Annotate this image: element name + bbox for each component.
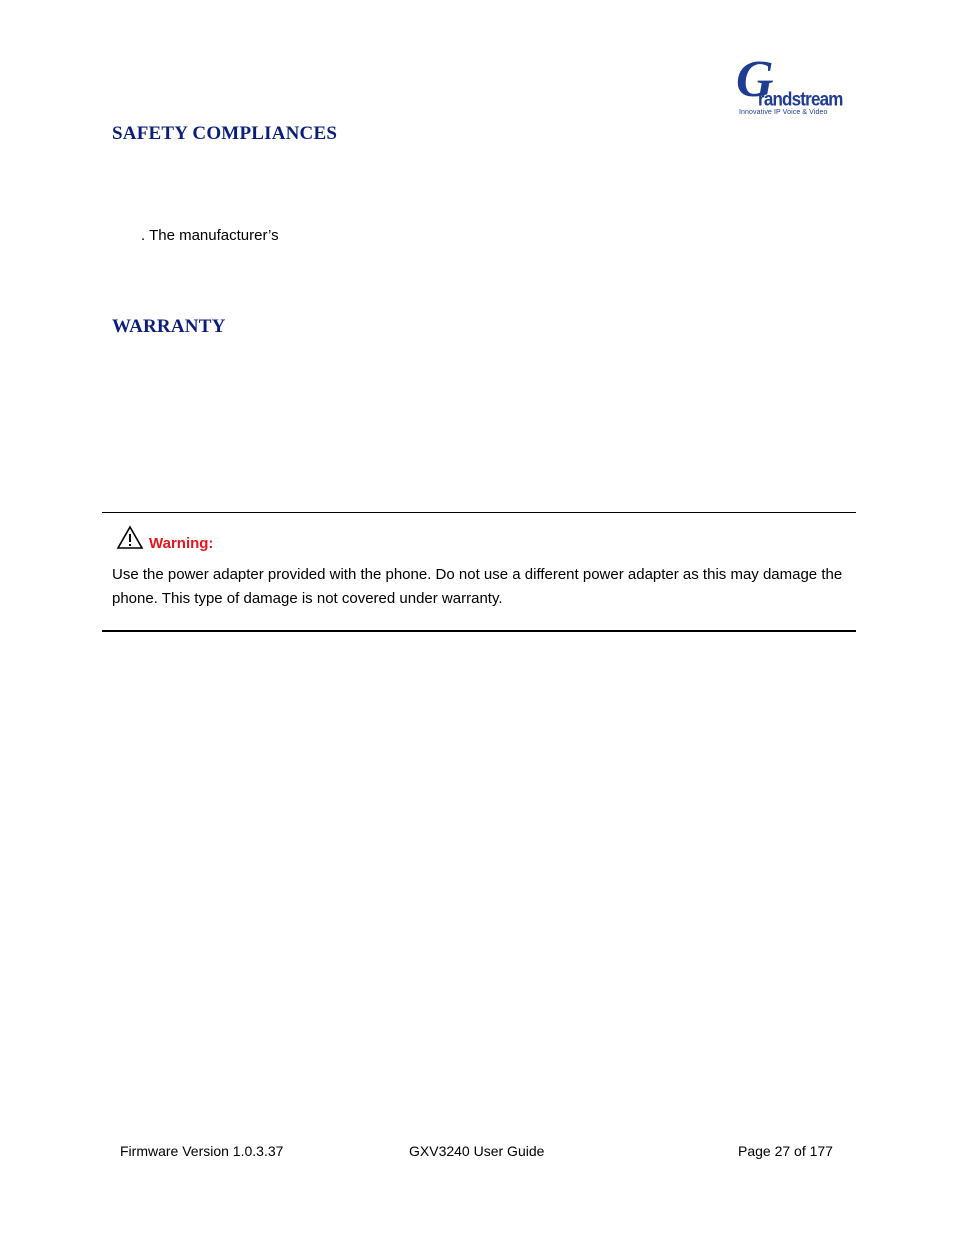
footer-firmware-version: Firmware Version 1.0.3.37 (120, 1143, 284, 1159)
footer-page-number: Page 27 of 177 (738, 1143, 833, 1159)
warning-bottom-rule (102, 630, 856, 632)
warning-text: Use the power adapter provided with the phone. Do not use a different power adapter as this may damage the phone. This type of damage is not covered under warranty. (112, 566, 843, 607)
warning-triangle-icon (116, 525, 144, 550)
logo-wordmark-rest: randstream (758, 88, 843, 110)
logo-tagline: Innovative IP Voice & Video (739, 109, 828, 116)
section-title-warranty: WARRANTY (112, 316, 226, 337)
warning-label: Warning: (149, 535, 214, 552)
grandstream-logo (736, 51, 843, 118)
section-title-safety: SAFETY COMPLIANCES (112, 123, 338, 144)
logo-g-mark: G (736, 51, 774, 108)
footer-guide-title: GXV3240 User Guide (409, 1143, 545, 1159)
safety-text-fragment: . The manufacturer’s (141, 227, 279, 244)
warning-top-rule (102, 512, 856, 513)
